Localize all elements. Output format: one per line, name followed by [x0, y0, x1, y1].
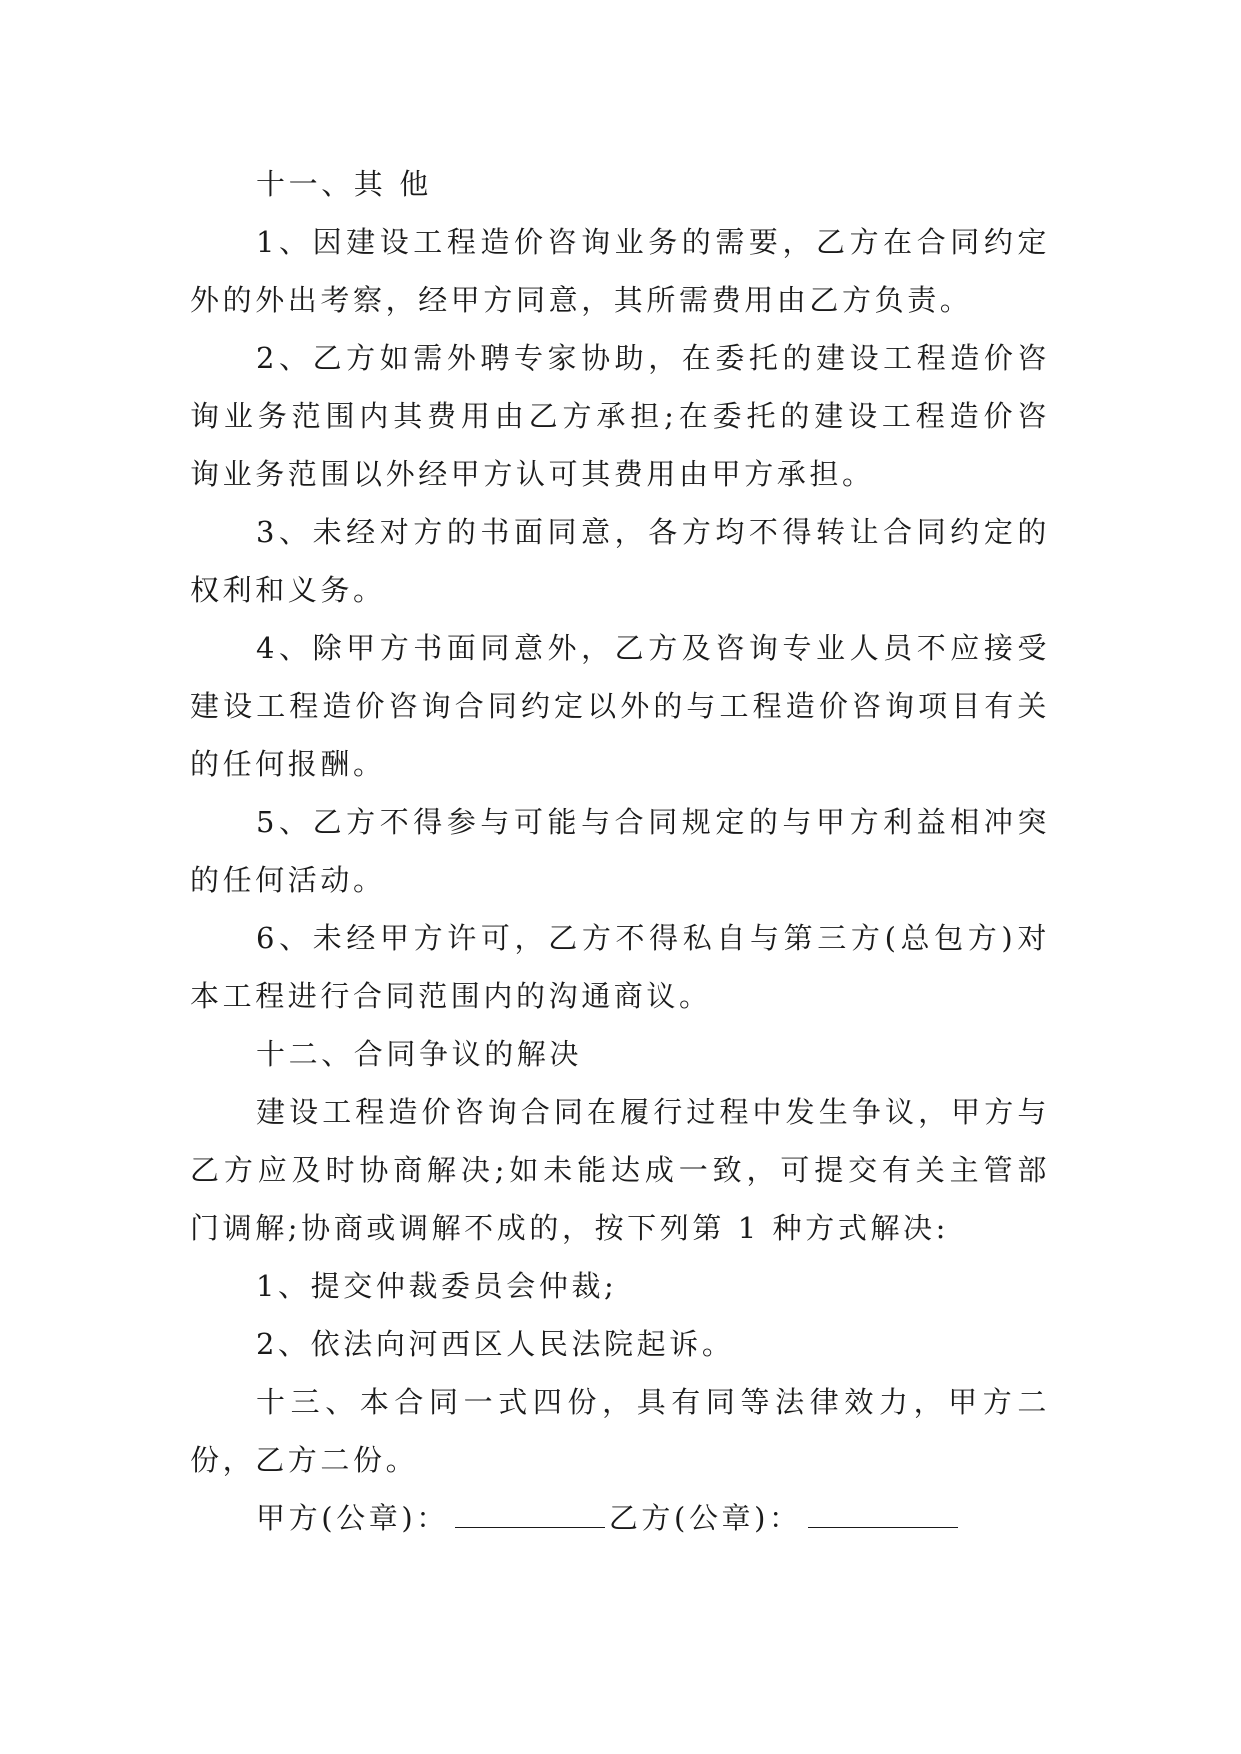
clause-11-4: 4、除甲方书面同意外，乙方及咨询专业人员不应接受建设工程造价咨询合同约定以外的与工程造价咨询项目有关的任何报酬。 [190, 631, 1050, 781]
document-page [190, 155, 1050, 1547]
clause-11-6: 6、未经甲方许可，乙方不得私自与第三方(总包方)对本工程进行合同范围内的沟通商议。 [190, 921, 1050, 1013]
signature-line [190, 1489, 1050, 1547]
clause-11-3: 3、未经对方的书面同意，各方均不得转让合同约定的权利和义务。 [190, 515, 1050, 607]
party-a-seal-blank[interactable] [455, 1507, 605, 1528]
section-heading-dispute: 十二、合同争议的解决 [256, 1037, 583, 1071]
dispute-body: 建设工程造价咨询合同在履行过程中发生争议，甲方与乙方应及时协商解决;如未能达成一致，可提交有关主管部门调解;协商或调解不成的，按下列第 1 种方式解决: [190, 1095, 1050, 1245]
dispute-option-2: 2、依法向河西区人民法院起诉。 [256, 1327, 735, 1361]
clause-11-1: 1、因建设工程造价咨询业务的需要，乙方在合同约定外的外出考察，经甲方同意，其所需费用由乙方负责。 [190, 225, 1050, 317]
clause-13-copies: 十三、本合同一式四份，具有同等法律效力，甲方二份，乙方二份。 [190, 1385, 1050, 1477]
party-a-seal-label: 甲方(公章)： [256, 1501, 449, 1535]
clause-11-2: 2、乙方如需外聘专家协助，在委托的建设工程造价咨询业务范围内其费用由乙方承担;在委托的建设工程造价咨询业务范围以外经甲方认可其费用由甲方承担。 [190, 341, 1050, 491]
party-b-seal-label: 乙方(公章)： [608, 1501, 802, 1535]
party-b-seal-blank[interactable] [808, 1507, 958, 1528]
dispute-option-1: 1、提交仲裁委员会仲裁; [256, 1269, 618, 1303]
clause-11-5: 5、乙方不得参与可能与合同规定的与甲方利益相冲突的任何活动。 [190, 805, 1050, 897]
section-heading-other: 十一、其 他 [256, 167, 432, 201]
